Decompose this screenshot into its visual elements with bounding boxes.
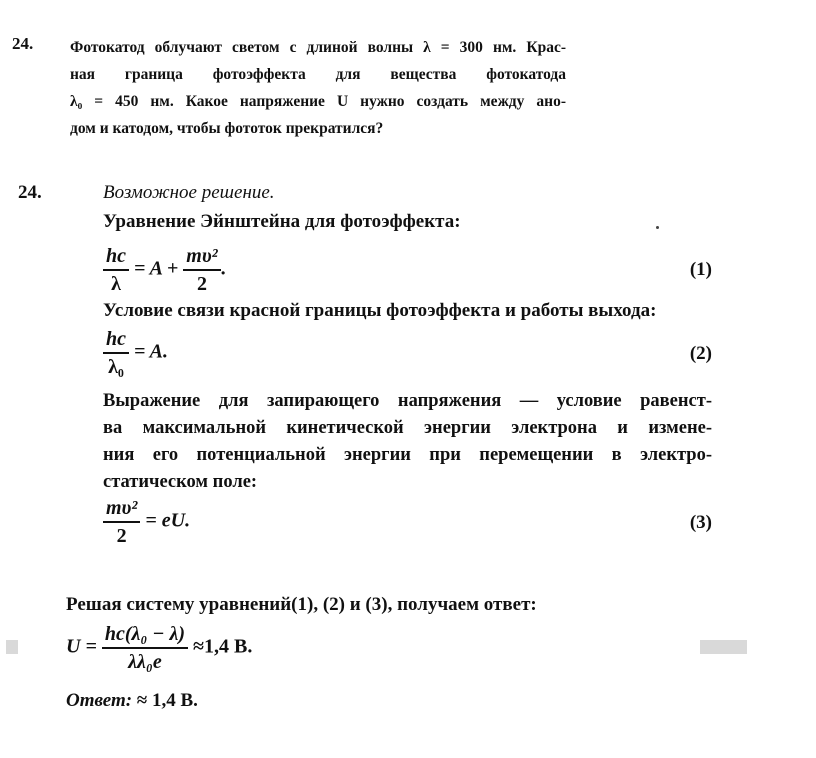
eq1-numerator: hc xyxy=(103,245,129,271)
scan-speck xyxy=(656,226,659,229)
equation-3-number: (3) xyxy=(689,512,712,533)
solution-number: 24. xyxy=(18,182,42,203)
eq1-numerator-2: mυ² xyxy=(183,245,220,271)
stopping-line-4: статическом поле: xyxy=(103,472,258,492)
final-rhs: ≈1,4 В. xyxy=(193,635,253,658)
eq1-denominator: λ xyxy=(111,273,121,295)
einstein-label: Уравнение Эйнштейна для фотоэффекта: xyxy=(103,211,461,232)
scan-mark-left xyxy=(6,640,18,654)
eq2-denominator: λ₀ xyxy=(108,356,124,378)
eq3-rhs: = eU. xyxy=(145,509,191,532)
equation-1 xyxy=(103,245,226,295)
eq1-middle: = A + xyxy=(134,257,179,280)
eq1-fraction-right xyxy=(183,245,220,295)
eq2-fraction xyxy=(103,328,129,378)
eq3-denominator: 2 xyxy=(116,525,127,547)
problem-line-3: λ₀ = 450 нм. Какое напряжение U нужно создать между ано- xyxy=(70,93,566,110)
equation-2-number: (2) xyxy=(689,343,712,364)
red-boundary-label: Условие связи красной границы фотоэффекта и работы выхода: xyxy=(103,300,657,321)
final-numerator: hc(λ₀ − λ) xyxy=(102,623,188,649)
answer-value: ≈ 1,4 В. xyxy=(136,690,198,711)
final-denominator: λλ₀e xyxy=(128,651,162,673)
problem-statement xyxy=(70,34,566,142)
equation-3 xyxy=(103,497,190,547)
eq2-numerator: hc xyxy=(103,328,129,354)
answer-label: Ответ: xyxy=(66,690,133,711)
final-fraction xyxy=(102,623,188,673)
eq1-fraction-left xyxy=(103,245,129,295)
stopping-line-3: ния его потенциальной энергии при перемещении в электро- xyxy=(103,445,712,465)
eq1-denominator-2: 2 xyxy=(196,273,207,295)
stopping-line-1: Выражение для запирающего напряжения — условие равенст- xyxy=(103,391,712,411)
stopping-line-2: ва максимальной кинетической энергии электрона и измене- xyxy=(103,418,712,438)
problem-number: 24. xyxy=(12,34,34,53)
answer-line xyxy=(66,690,198,712)
final-lhs: U = xyxy=(66,635,97,658)
problem-line-4: дом и катодом, чтобы фототок прекратился? xyxy=(70,120,384,137)
final-formula xyxy=(66,623,252,673)
eq3-fraction xyxy=(103,497,140,547)
eq2-rhs: = A. xyxy=(134,340,168,363)
problem-line-2: ная граница фотоэффекта для вещества фотокатода xyxy=(70,66,566,83)
stopping-voltage-paragraph xyxy=(103,388,712,496)
scan-mark-right xyxy=(700,640,747,654)
problem-line-1: Фотокатод облучают светом с длиной волны λ = 300 нм. Крас- xyxy=(70,39,566,56)
system-label: Решая систему уравнений(1), (2) и (3), получаем ответ: xyxy=(66,594,537,615)
eq1-tail: . xyxy=(220,257,226,280)
solution-heading: Возможное решение. xyxy=(103,182,275,203)
equation-1-number: (1) xyxy=(689,259,712,280)
equation-2 xyxy=(103,328,168,378)
eq3-numerator: mυ² xyxy=(103,497,140,523)
